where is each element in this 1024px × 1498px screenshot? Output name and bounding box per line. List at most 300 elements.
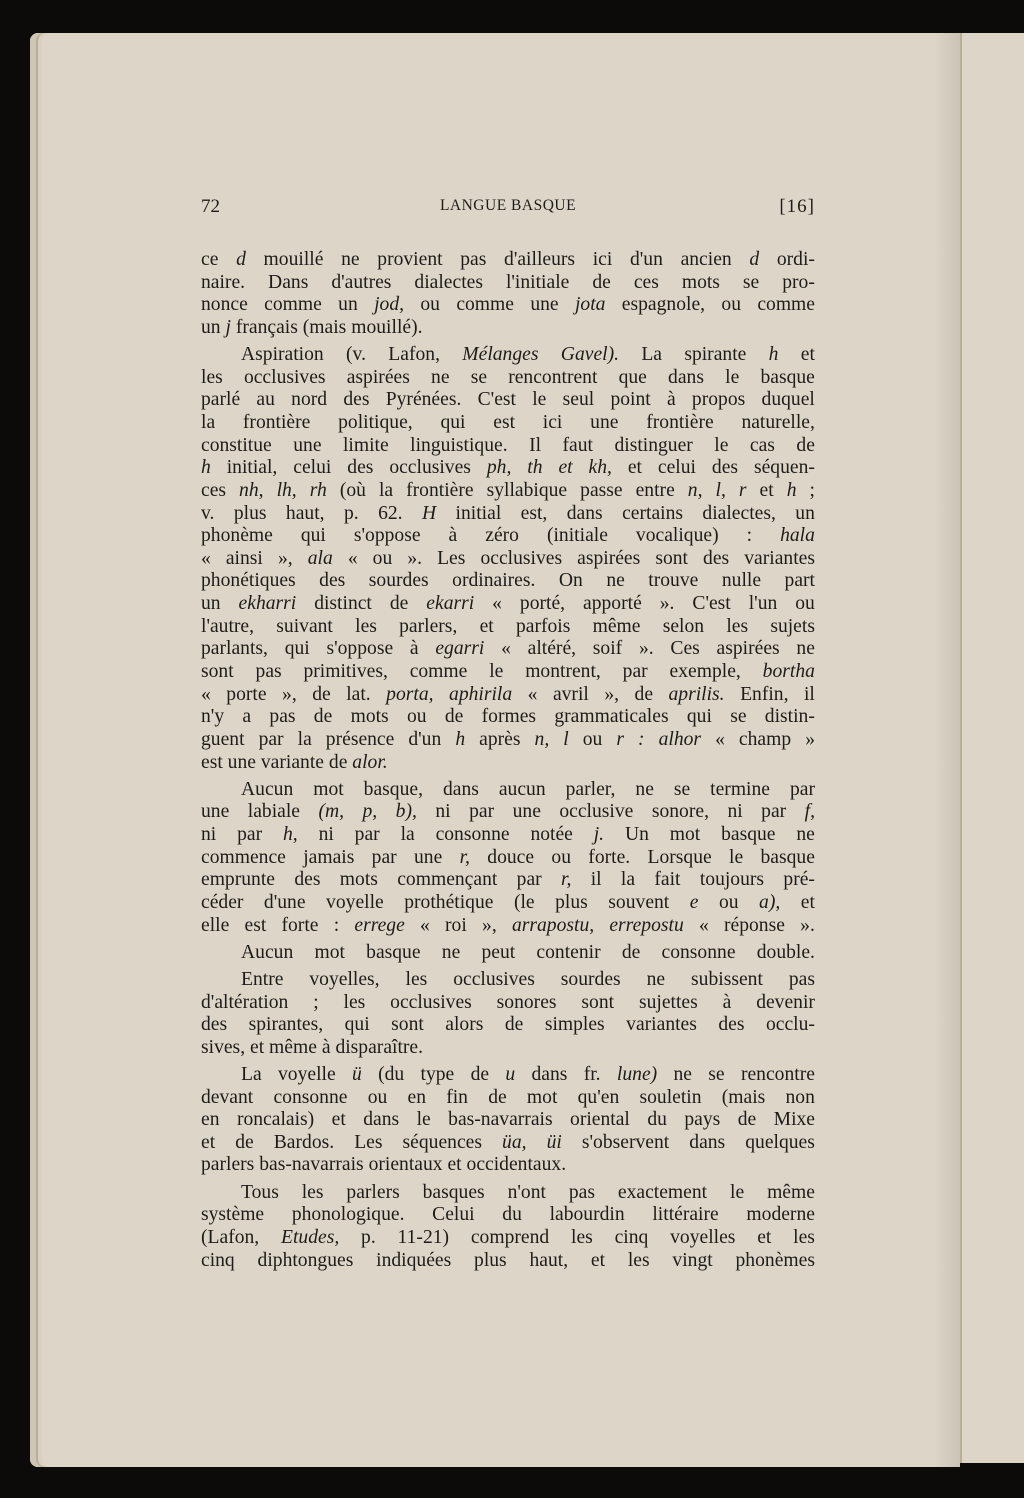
word: Mixe: [773, 1109, 815, 1131]
word: La: [641, 344, 662, 366]
word: politique,: [338, 411, 413, 433]
text-line: [201, 824, 815, 847]
word: un: [338, 294, 358, 316]
word: Enfin,: [740, 683, 789, 705]
word: d: [236, 249, 246, 270]
word: se: [708, 1063, 725, 1085]
word: ces: [201, 479, 227, 501]
word: faut: [562, 434, 593, 456]
word: sujettes: [638, 991, 698, 1013]
word: comme: [456, 294, 514, 316]
word: dialectes,: [702, 502, 776, 524]
word: ce: [201, 249, 219, 270]
word: des: [343, 389, 370, 411]
word: est: [493, 411, 516, 433]
word: exactement: [617, 1181, 708, 1203]
word: entre: [635, 479, 675, 501]
word: par: [237, 824, 263, 846]
word: aprilis.: [668, 683, 725, 705]
text-line: [201, 1132, 815, 1155]
word: sont: [201, 661, 234, 683]
word: kh,: [588, 457, 612, 479]
word: dans: [363, 1109, 400, 1131]
word: qui: [344, 1014, 370, 1036]
word: les: [726, 615, 749, 637]
word: celui: [657, 457, 696, 479]
word: dialectes: [414, 271, 483, 293]
text-line: [201, 1064, 815, 1087]
word: f,: [804, 801, 815, 823]
word: est: [201, 751, 223, 773]
word: ekharri: [238, 593, 297, 615]
text-line: [201, 969, 815, 992]
word: basque: [760, 846, 815, 868]
word: aucun: [498, 778, 546, 800]
word: et: [201, 1131, 216, 1153]
word: (Lafon,: [201, 1226, 260, 1248]
word: La: [241, 1063, 262, 1085]
adjacent-page-edge: [960, 33, 1024, 1463]
word: celui: [293, 457, 332, 479]
word: «: [501, 638, 511, 660]
word: de: [621, 941, 641, 963]
word: un: [795, 502, 815, 524]
word: la: [297, 728, 312, 750]
word: devenir: [756, 991, 815, 1013]
word: par: [371, 846, 397, 868]
word: même: [767, 1181, 815, 1203]
word: se: [673, 778, 691, 800]
word: labourdin: [549, 1204, 625, 1226]
word: (mais: [302, 316, 347, 338]
word: les: [571, 1226, 593, 1248]
word: à: [321, 1036, 331, 1058]
word: duquel: [761, 389, 815, 411]
text-line: [201, 684, 815, 707]
word: par: [258, 728, 284, 750]
text-line: [201, 706, 815, 729]
word: n,: [534, 728, 550, 750]
word: consonne: [435, 824, 510, 846]
word: de: [444, 706, 464, 728]
word: errege: [354, 914, 405, 936]
word: :: [333, 914, 340, 936]
word: alor.: [352, 751, 388, 773]
word: disparaître.: [335, 1036, 424, 1058]
text-line: [201, 661, 815, 684]
word: cas: [749, 434, 775, 456]
word: mots: [339, 869, 378, 891]
word: en: [201, 1109, 220, 1131]
word: quelques: [745, 1131, 815, 1153]
word: lh,: [276, 479, 297, 501]
word: h: [768, 344, 779, 366]
body-text: [201, 249, 815, 1277]
word: d'un: [408, 728, 442, 750]
text-line: [201, 779, 815, 802]
word: ou: [582, 728, 603, 750]
word: mot: [669, 824, 701, 846]
word: h: [455, 728, 466, 750]
word: sourdes: [560, 968, 621, 990]
word: présence: [325, 728, 395, 750]
page-number: 72: [201, 196, 220, 217]
word: les: [793, 1226, 815, 1248]
word: rencontrent: [508, 366, 598, 388]
word: p,: [362, 801, 378, 823]
word: mouillé: [263, 249, 324, 270]
text-line: [201, 294, 815, 317]
word: egarri: [435, 638, 485, 660]
word: peut: [481, 941, 516, 963]
word: ordi-: [776, 249, 815, 270]
word: ou: [367, 1086, 388, 1108]
word: le: [730, 1181, 745, 1203]
word: des: [294, 869, 321, 891]
word: ici: [592, 249, 613, 270]
word: distin-: [764, 706, 815, 728]
word: ou: [420, 294, 440, 316]
text-line: [201, 503, 815, 526]
paragraph: [201, 249, 815, 340]
word: «: [527, 683, 538, 705]
word: jod,: [374, 294, 405, 316]
word: porte: [226, 683, 267, 705]
text-line: [201, 1250, 815, 1273]
word: «: [347, 547, 358, 569]
word: parler,: [565, 778, 616, 800]
word: primitives,: [303, 661, 388, 683]
word: ou: [718, 891, 739, 913]
word: non: [785, 1086, 815, 1108]
word: céder: [201, 891, 244, 913]
word: système: [201, 1204, 265, 1226]
word: de: [504, 1014, 524, 1036]
word: spirante: [684, 344, 747, 366]
word: r,: [561, 869, 572, 891]
word: ou: [795, 593, 815, 615]
word: üi: [546, 1131, 562, 1153]
word: passe: [580, 479, 623, 501]
word: du: [502, 1204, 522, 1226]
word: ni: [201, 824, 217, 846]
word: se: [730, 706, 747, 728]
word: à: [409, 638, 419, 660]
word: arrapostu,: [511, 914, 595, 936]
word: s'oppose: [326, 638, 394, 660]
word: et: [590, 1249, 606, 1271]
word: et: [447, 1154, 462, 1176]
word: Mélanges: [462, 344, 539, 366]
word: douce: [487, 846, 535, 868]
word: bortha: [762, 661, 815, 683]
word: (où: [339, 479, 366, 501]
word: des: [711, 457, 739, 479]
word: s'observent: [581, 1131, 670, 1153]
word: (le: [513, 891, 535, 913]
running-title: LANGUE BASQUE: [439, 197, 577, 214]
word: comme: [409, 661, 468, 683]
word: v.: [201, 502, 215, 524]
word: diphtongues: [257, 1249, 354, 1271]
word: provient: [377, 249, 443, 270]
word: un: [201, 593, 221, 615]
word: altéré,: [527, 638, 577, 660]
word: lat.: [346, 683, 371, 705]
word: basques: [422, 1181, 485, 1203]
word: ».: [638, 638, 654, 660]
word: pas: [269, 706, 296, 728]
word: plus: [233, 502, 267, 524]
text-line: [201, 869, 815, 892]
word: des: [347, 457, 374, 479]
word: forte.: [588, 846, 631, 868]
word: ».: [659, 593, 675, 615]
word: des: [703, 547, 730, 569]
word: voyelle: [277, 1063, 336, 1085]
word: contenir: [536, 941, 601, 963]
text-line: [201, 1109, 815, 1132]
word: de: [470, 1063, 490, 1085]
word: voyelles,: [309, 968, 380, 990]
word: Celui: [432, 1204, 475, 1226]
word: d: [749, 249, 760, 270]
word: «: [420, 914, 430, 936]
word: ala: [307, 547, 333, 569]
word: de: [796, 434, 815, 456]
word: «: [201, 683, 211, 705]
text-line: [201, 1014, 815, 1037]
word: se: [470, 366, 488, 388]
word: alhor: [658, 728, 702, 750]
word: les: [301, 1181, 324, 1203]
word: a: [242, 706, 252, 728]
word: d'ailleurs: [504, 249, 576, 270]
word: apporté: [583, 593, 642, 615]
word: l,: [715, 479, 726, 501]
word: Tous: [241, 1181, 279, 1203]
word: les: [343, 991, 366, 1013]
word: Entre: [241, 968, 284, 990]
word: r,: [459, 846, 470, 868]
word: qui: [284, 638, 310, 660]
word: occlusive: [559, 801, 634, 823]
word: commençant: [397, 869, 498, 891]
word: les: [405, 968, 428, 990]
word: n'ont: [507, 1181, 546, 1203]
word: consonne: [273, 1086, 348, 1108]
word: une: [590, 411, 619, 433]
text-line: [201, 1204, 815, 1227]
word: que: [618, 366, 647, 388]
word: sonore,: [651, 801, 709, 823]
word: jamais: [303, 846, 355, 868]
word: aspirées: [346, 366, 410, 388]
word: basque: [760, 366, 815, 388]
word: même: [592, 615, 641, 637]
word: rh: [309, 479, 327, 501]
word: le: [416, 1109, 431, 1131]
word: p.: [361, 1226, 376, 1248]
word: vocalique): [635, 525, 719, 547]
word: pas: [255, 661, 282, 683]
word: r: [738, 479, 747, 501]
word: 11-21): [397, 1226, 450, 1248]
word: ekarri: [426, 593, 475, 615]
word: il: [590, 869, 602, 891]
text-line: [201, 1227, 815, 1250]
word: d'une: [263, 891, 306, 913]
text-line: [201, 389, 815, 412]
word: Ces: [670, 638, 700, 660]
word: »: [805, 728, 815, 750]
word: pas: [568, 1181, 595, 1203]
paragraph: [201, 1064, 815, 1177]
text-line: [201, 729, 815, 752]
word: guent: [201, 728, 245, 750]
word: frontière: [646, 411, 714, 433]
word: de: [737, 1109, 757, 1131]
word: et: [558, 457, 573, 479]
word: par: [469, 801, 495, 823]
word: et: [800, 344, 815, 366]
word: h: [201, 457, 211, 479]
word: de: [235, 1131, 254, 1153]
word: mots: [681, 271, 720, 293]
word: occlusives: [390, 991, 472, 1013]
text-line: [201, 616, 815, 639]
word: de: [634, 683, 654, 705]
word: seul: [562, 389, 595, 411]
word: initial: [455, 502, 502, 524]
word: voyelle: [326, 891, 384, 913]
word: et: [479, 615, 494, 637]
word: subissent: [691, 968, 763, 990]
word: p.: [343, 502, 359, 524]
word: l'initiale: [505, 271, 570, 293]
word: variantes: [626, 1014, 697, 1036]
word: zéro: [485, 525, 519, 547]
word: point: [610, 389, 651, 411]
text-line: [201, 801, 815, 824]
word: dans: [689, 1131, 726, 1153]
word: initial,: [226, 457, 278, 479]
word: phonème: [201, 525, 273, 547]
word: roi: [445, 914, 467, 936]
word: ne: [796, 638, 815, 660]
word: orientaux: [368, 1154, 443, 1176]
word: »,: [482, 914, 497, 936]
word: Lorsque: [647, 846, 712, 868]
word: Bardos.: [273, 1131, 335, 1153]
word: On: [558, 570, 583, 592]
word: comme: [757, 294, 815, 316]
word: la: [201, 411, 216, 433]
word: parlé: [201, 389, 241, 411]
word: pas: [788, 968, 815, 990]
word: mouillé).: [351, 316, 423, 338]
word: elle: [201, 914, 230, 936]
word: parfois: [515, 615, 571, 637]
word: toujours: [699, 869, 765, 891]
word: pro-: [782, 271, 815, 293]
word: en: [407, 1086, 426, 1108]
word: et: [627, 457, 642, 479]
word: (v.: [346, 344, 366, 366]
word: ».: [800, 914, 815, 936]
word: formes: [481, 706, 537, 728]
word: d'un: [629, 249, 663, 270]
paragraph: [201, 344, 815, 774]
word: ne: [441, 941, 461, 963]
word: une: [414, 846, 443, 868]
word: nulle: [721, 570, 762, 592]
word: ;: [809, 479, 815, 501]
word: qu'en: [577, 1086, 620, 1108]
word: de: [592, 271, 611, 293]
word: «: [201, 547, 211, 569]
word: sourdes: [368, 570, 429, 592]
word: de: [389, 593, 409, 615]
word: (initiale: [546, 525, 608, 547]
word: cinq: [201, 1249, 235, 1271]
word: occlusives: [389, 457, 471, 479]
word: th: [527, 457, 543, 479]
word: des: [718, 1014, 745, 1036]
word: limite: [342, 434, 389, 456]
word: ou: [721, 294, 741, 316]
word: n'y: [201, 706, 225, 728]
word: haut,: [285, 502, 325, 524]
word: une: [201, 801, 230, 823]
word: haut,: [529, 1249, 569, 1271]
word: grammaticales: [554, 706, 669, 728]
word: ».: [407, 547, 423, 569]
word: occlusives: [243, 366, 326, 388]
word: 62.: [378, 502, 403, 524]
word: b),: [395, 801, 417, 823]
text-line: [201, 272, 815, 295]
word: Les: [437, 547, 466, 569]
word: la: [620, 869, 636, 891]
word: rencontre: [740, 1063, 815, 1085]
word: plus: [474, 1249, 507, 1271]
word: parlers: [201, 1154, 255, 1176]
word: ici: [542, 411, 563, 433]
word: dans: [668, 366, 704, 388]
word: des: [319, 570, 346, 592]
word: plus: [555, 891, 588, 913]
word: basque: [366, 941, 421, 963]
word: Dans: [268, 271, 309, 293]
word: Aspiration: [241, 344, 324, 366]
word: (m,: [318, 801, 345, 823]
word: oriental: [570, 1109, 630, 1131]
text-line: [201, 1037, 815, 1060]
word: ou: [406, 706, 427, 728]
word: le: [725, 366, 740, 388]
word: et: [250, 1036, 265, 1058]
word: sujets: [770, 615, 815, 637]
word: sont: [391, 1014, 424, 1036]
word: la: [400, 824, 415, 846]
word: Aucun: [241, 941, 294, 963]
text-line: [201, 1182, 815, 1205]
word: une: [227, 751, 256, 773]
word: est,: [520, 502, 548, 524]
word: frontière: [406, 479, 474, 501]
word: dans: [442, 778, 479, 800]
